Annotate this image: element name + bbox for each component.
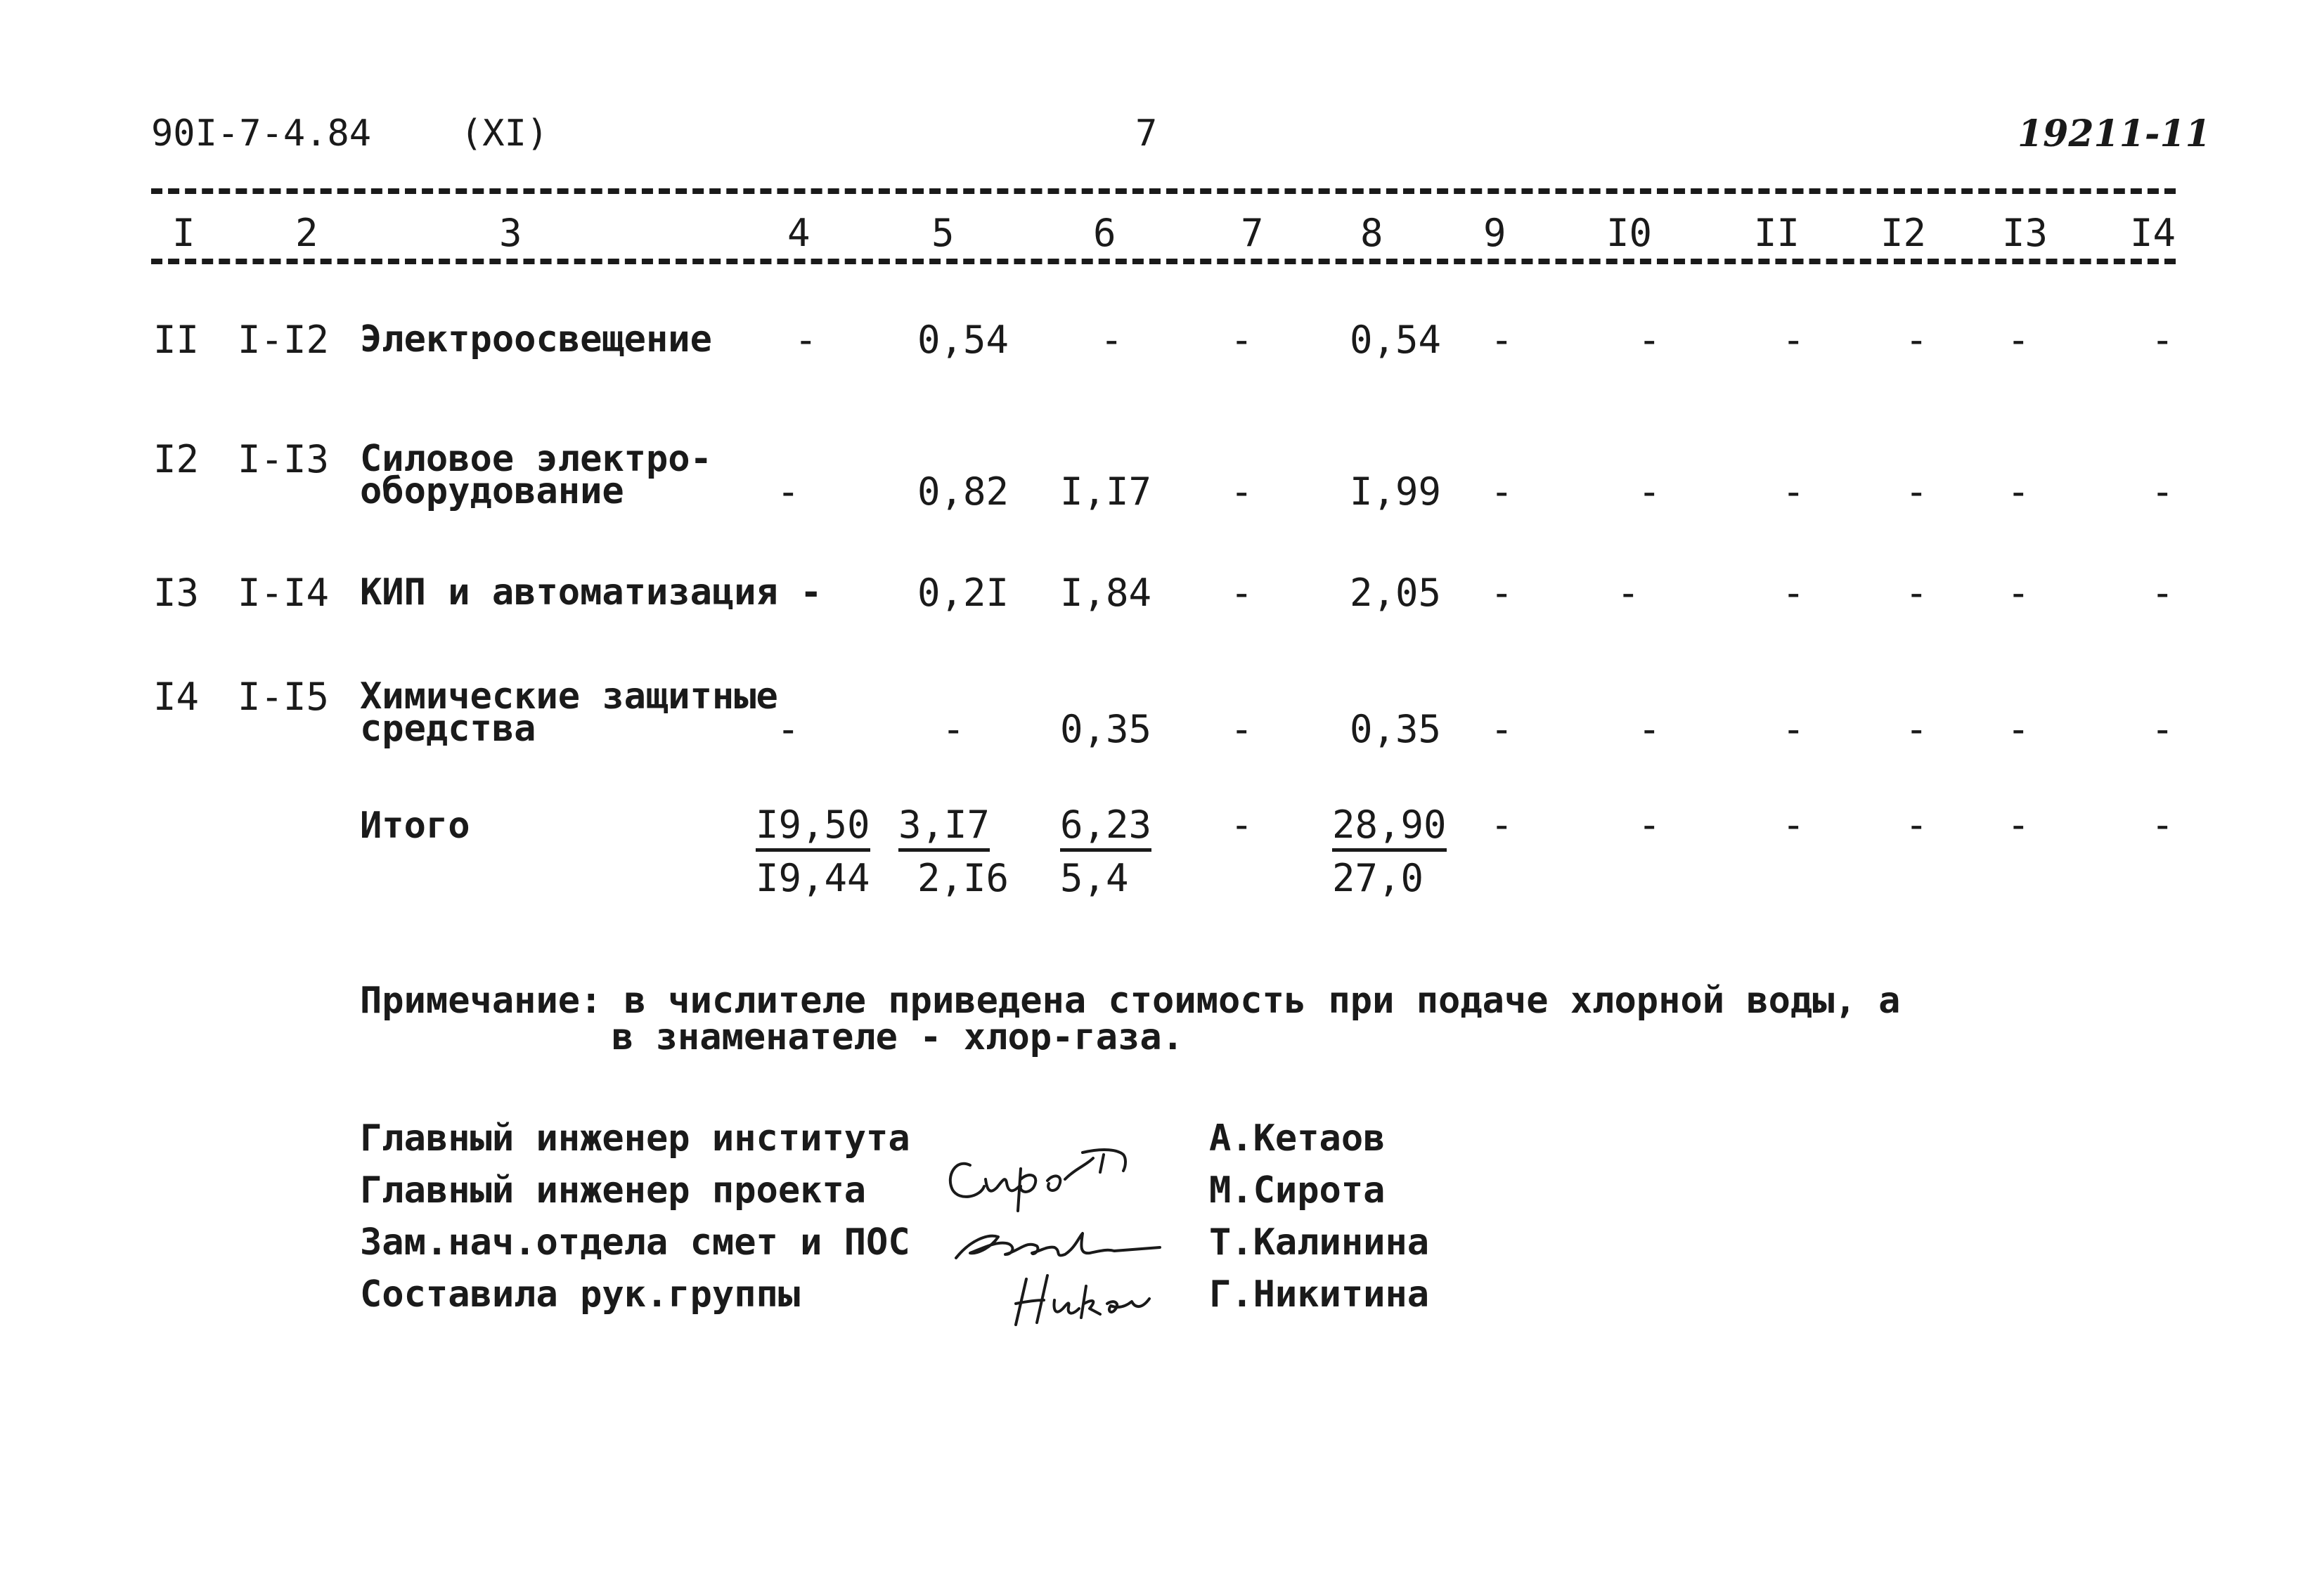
row-name: Электроосвещение [360,318,712,361]
total-c9: - [1490,803,1513,847]
row-code: I-I4 [238,571,330,615]
column-number: 3 [499,211,522,255]
cell-c9: - [1490,318,1513,362]
cell-c8: 2,05 [1350,571,1442,615]
row-code: I-I3 [238,437,330,481]
column-header-divider [151,259,2176,264]
row-name-line-1: Силовое электро- [360,438,712,480]
total-c12: - [1905,803,1928,847]
cell-c5: 0,2I [917,571,1009,615]
cell-c11: - [1782,318,1805,362]
row-name-line-2: оборудование [360,470,624,512]
page-number: 7 [1135,112,1158,155]
total-c5-numerator: 3,I7 [898,803,990,847]
column-number: II [1754,211,1800,255]
cell-c13: - [2007,571,2030,615]
cell-c11: - [1782,571,1805,615]
column-number: I4 [2130,211,2176,255]
column-number: I [172,211,195,255]
cell-c4: - [777,707,800,751]
row-number: II [153,318,200,362]
header-divider [151,188,2176,194]
cell-c8: I,99 [1350,469,1442,514]
total-c4-numerator: I9,50 [756,803,870,847]
column-number: 8 [1360,211,1383,255]
cell-c9: - [1490,707,1513,751]
signatory-name: Г.Никитина [1209,1273,1430,1316]
column-number: I0 [1606,211,1653,255]
row-number: I3 [153,571,200,615]
cell-c9: - [1490,469,1513,514]
cell-c8: 0,35 [1350,707,1442,751]
total-c13: - [2007,803,2030,847]
cell-c5: - [942,707,965,751]
signatory-name: Т.Калинина [1209,1221,1430,1264]
cell-c14: - [2151,318,2174,362]
signatory-name: А.Кетаов [1209,1117,1386,1160]
signatory-title: Составила рук.группы [360,1273,801,1316]
cell-c12: - [1905,318,1928,362]
column-number: I3 [2002,211,2048,255]
cell-c11: - [1782,469,1805,514]
signatory-title: Главный инженер проекта [360,1169,867,1212]
total-c10: - [1638,803,1661,847]
cell-c6: I,84 [1060,571,1152,615]
total-c6-numerator: 6,23 [1060,803,1151,847]
column-number: 2 [295,211,318,255]
cell-c13: - [2007,318,2030,362]
total-c11: - [1782,803,1805,847]
cell-c7: - [1230,318,1253,362]
row-number: I2 [153,437,200,481]
column-number: 7 [1241,211,1264,255]
cell-c10: - [1617,571,1640,615]
cell-c14: - [2151,469,2174,514]
total-c7: - [1230,803,1253,847]
total-c6-denominator: 5,4 [1060,856,1129,900]
cell-c6: 0,35 [1060,707,1152,751]
total-c14: - [2151,803,2174,847]
cell-c9: - [1490,571,1513,615]
total-c4-denominator: I9,44 [756,856,870,900]
cell-c7: - [1230,571,1253,615]
cell-c7: - [1230,469,1253,514]
signatory-name: М.Сирота [1209,1169,1386,1212]
row-number: I4 [153,675,200,719]
cell-c5: 0,54 [917,318,1009,362]
row-code: I-I2 [238,318,330,362]
cell-c6: - [1100,318,1123,362]
cell-c14: - [2151,571,2174,615]
column-number: 4 [787,211,811,255]
cell-c5: 0,82 [917,469,1009,514]
row-name-line-2: средства [360,708,536,750]
cell-c10: - [1638,707,1661,751]
signatory-title: Главный инженер института [360,1117,910,1160]
sheet-code: 19211-11 [2018,112,2211,155]
cell-c7: - [1230,707,1253,751]
note-line-1: Примечание: в числителе приведена стоимость при подаче хлорной воды, а [360,980,1901,1022]
total-c5-denominator: 2,I6 [917,856,1009,900]
handwritten-signature [949,1219,1174,1268]
cell-c4: - [777,469,800,514]
row-name: КИП и автоматизация - [360,571,822,614]
total-c8-denominator: 27,0 [1332,856,1424,900]
total-label: Итого [360,805,470,847]
cell-c13: - [2007,469,2030,514]
cell-c13: - [2007,707,2030,751]
cell-c10: - [1638,318,1661,362]
column-number: I2 [1880,211,1927,255]
cell-c6: I,I7 [1060,469,1152,514]
row-name-line-1: Химические защитные [360,675,778,718]
cell-c8: 0,54 [1350,318,1442,362]
column-number: 5 [931,211,955,255]
cell-c12: - [1905,469,1928,514]
cell-c4: - [794,318,818,362]
signatory-title: Зам.нач.отдела смет и ПОС [360,1221,910,1264]
section-label: (XI) [460,112,549,155]
document-code: 90I-7-4.84 [151,112,372,155]
handwritten-signature [942,1137,1195,1214]
column-number: 9 [1483,211,1506,255]
handwritten-signature [1005,1265,1188,1328]
cell-c12: - [1905,571,1928,615]
total-c8-numerator: 28,90 [1332,803,1447,847]
cell-c10: - [1638,469,1661,514]
column-number: 6 [1093,211,1116,255]
cell-c12: - [1905,707,1928,751]
row-code: I-I5 [238,675,330,719]
cell-c14: - [2151,707,2174,751]
note-line-2: в знаменателе - хлор-газа. [612,1016,1184,1058]
cell-c11: - [1782,707,1805,751]
